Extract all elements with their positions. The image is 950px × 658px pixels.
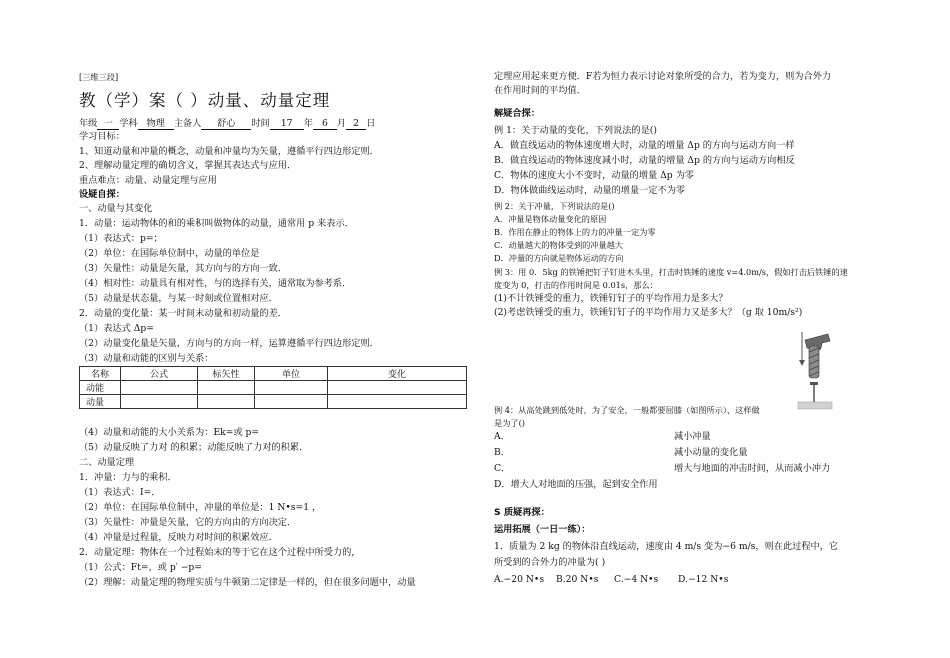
text-line: 例 4：从高处跳到低处时，为了安全，一般都要屈膝（如图所示），这样做 [494,405,760,415]
table-cell [255,395,328,409]
table-cell [121,381,198,395]
text-line: 1、知道动量和冲量的概念，动量和冲量均为矢量，遵循平行四边形定则． [79,146,379,157]
text-line: 二、动量定理 [79,457,135,468]
text-line: （3）矢量性：冲量是矢量，它的方向由的方向决定． [79,517,297,528]
text-line: 1．冲量：力与的乘积． [79,472,177,483]
option-text: A.−20 N•s [494,574,545,585]
table-cell [328,381,467,395]
text-line: （2）动量变化量是矢量，方向与的方向一样，运算遵循平行四边形定则． [79,338,379,349]
table-cell [255,381,328,395]
text-line: (1)不计铁锤受的重力，铁锤钉钉子的平均作用力是多大？ [494,293,728,304]
text-line: 1．质量为 2 kg 的物体沿直线运动，速度由 4 m/s 变为−6 m/s，则在此过程中，它 [494,541,839,552]
text-line: （2）理解：动量定理的物理实质与牛顿第二定律是一样的，但在很多问题中，动量 [79,577,416,588]
text-line: （2）单位：在国际单位制中，动量的单位是 [79,248,260,259]
table-header-cell: 公式 [121,367,198,381]
table-header-cell: 标矢性 [198,367,255,381]
text-line: 是为了() [494,418,525,428]
text-line: B．做直线运动的物体速度减小时，动量的增量 Δp 的方向与运动方向相反 [494,155,795,166]
comparison-table [79,366,467,409]
text-line: （3）动量和动能的区别与关系： [79,353,214,364]
table-header-cell: 变化 [328,367,467,381]
text-line: 一、动量与其变化 [79,203,153,214]
day-value: 2 [346,118,366,130]
section-heading: 设疑自探： [79,189,125,200]
page-title: 教（学）案（ ）动量、动量定理 [79,91,331,110]
text-line: （3）矢量性：动量是矢量，其方向与的方向一致． [79,263,287,274]
option-text: 减小动量的变化量 [674,447,748,458]
text-line: 例 1：关于动量的变化，下列说法的是() [494,125,657,136]
text-line: 重点难点：动量、动量定理与应用 [79,175,217,186]
text-line: A．做直线运动的物体速度增大时，动量的增量 Δp 的方向与运动方向一样 [494,140,795,151]
wood-block-icon [798,402,832,409]
text-line: （1）表达式：I=． [79,487,161,498]
table-cell [328,395,467,409]
grade-value: 一 [97,118,119,130]
section-heading: 解疑合探： [494,108,540,119]
year-value: 17 [270,118,304,130]
option-text: D.−12 N•s [678,574,729,585]
text-line: C．动量越大的物体受到的冲量越大 [494,240,624,250]
header-tag: [三维三段] [79,72,119,82]
option-letter: A． [494,431,510,442]
table-header-row [80,367,467,381]
table-cell: 动量 [80,395,121,409]
text-line: A．冲量是物体动量变化的原因 [494,214,607,224]
table-cell [121,395,198,409]
section-heading: S 质疑再探： [494,507,550,518]
text-line: （5）动量是状态量，与某一时刻或位置相对应． [79,293,278,304]
text-line: （4）冲量是过程量，反映力对时间的积累效应． [79,532,278,543]
text-line: D．冲量的方向就是物体运动的方向 [494,253,624,263]
text-line: 1．动量：运动物体的和的乘积叫做物体的动量，通常用 p 来表示． [79,218,354,229]
text-line: （1）表达式：p=； [79,233,163,244]
text-line: C．物体的速度大小不变时，动量的增量 Δp 为零 [494,170,694,181]
table-cell [198,381,255,395]
table-header-cell: 名称 [80,367,121,381]
text-line: 度变为 0，打击的作用时间是 0.01s，那么： [494,280,658,290]
section-heading: 运用拓展（一日一练）： [494,524,591,535]
table-row [80,395,467,409]
text-line: （1）公式：Ft=，或 p′ −p= [79,562,203,573]
option-text: C.−4 N•s [614,574,659,585]
option-letter: B． [494,447,510,458]
subject-value: 物理 [138,118,174,130]
text-line: 在作用时间的平均值． [494,85,586,96]
text-line: D．物体做曲线运动时，动量的增量一定不为零 [494,185,686,196]
option-text: 减小冲量 [674,431,711,442]
text-line: （4）动量和动能的大小关系为：Ek=或 p= [79,427,260,438]
option-text: 增大与地面的冲击时间，从而减小冲力 [674,463,831,474]
text-line: 定理应用起来更方便．F若为恒力表示讨论对象所受的合力，若为变力，则为合外力 [494,71,832,82]
text-line: B．作用在静止的物体上的力的冲量一定为零 [494,227,656,237]
text-line: 2．动量定理：物体在一个过程始末的等于它在这个过程中所受力的， [79,547,361,558]
text-line: 例 3：用 0．5kg 的铁锤把钉子钉进木头里，打击时铁锤的速度 v=4.0m/s，假如打击后铁锤的速 [494,267,848,277]
text-line: 学习目标： [79,131,125,142]
table-row [80,381,467,395]
text-line: 2．动量的变化量：某一时间末动量和初动量的差． [79,308,287,319]
text-line: 例 2：关于冲量，下列说法的是() [494,201,615,211]
option-text: B.20 N•s [556,574,599,585]
table-cell [198,395,255,409]
option-letter: C． [494,463,511,474]
text-line: D．增大人对地面的压强，起到安全作用 [494,479,658,490]
meta-line: 年级 一 学科 物理 主备人 舒心 时间 17 年 6 月 2 日 [79,118,376,129]
preparer-value: 舒心 [201,118,251,130]
table-header-cell: 单位 [255,367,328,381]
table-cell: 动能 [80,381,121,395]
text-line: （1）表达式 Δp= [79,323,154,334]
text-line: 所受到的合外力的冲量为( ) [494,557,606,568]
text-line: 2、理解动量定理的确切含义，掌握其表达式与应用． [79,160,297,171]
month-value: 6 [313,118,337,130]
text-line: (2)考虑铁锤受的重力，铁锤钉钉子的平均作用力又是多大？（g 取 10m/s²) [494,307,803,318]
nail-head-icon [810,382,818,385]
motion-arrow-head [799,360,805,366]
text-line: （5）动量反映了力对 的积累；动能反映了力对的积累． [79,442,309,453]
text-line: （4）相对性：动量具有相对性，与的选择有关，通常取为参考系． [79,278,352,289]
hammer-nail-figure [794,328,840,414]
text-line: （2）单位：在国际单位制中，冲量的单位是：1 N•s=1 ， [79,502,322,513]
